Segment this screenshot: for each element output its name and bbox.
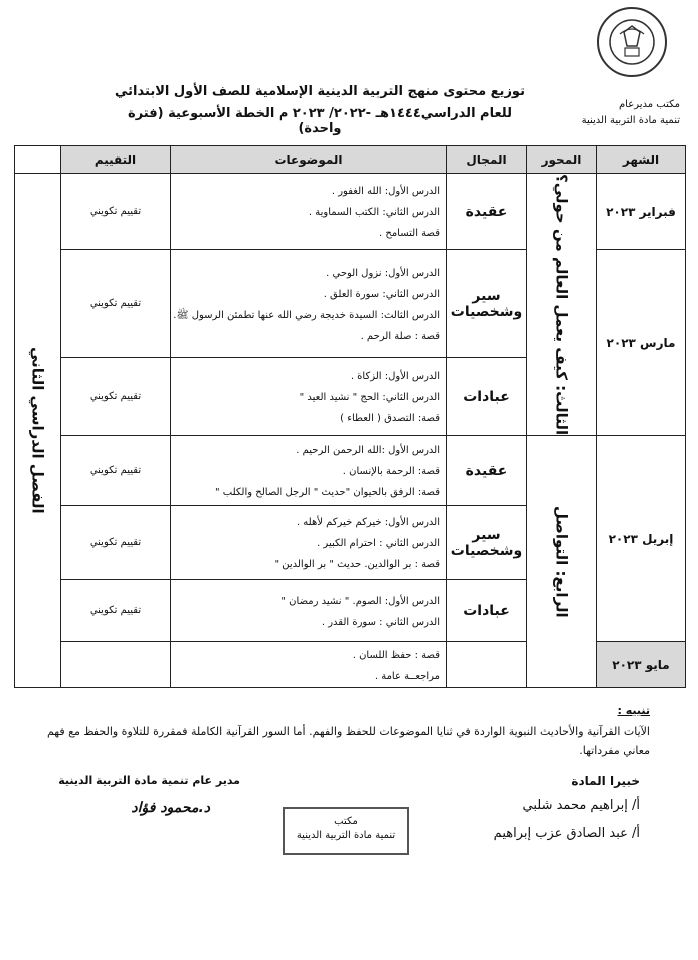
field-cell: سير وشخصيات xyxy=(447,250,527,358)
director-title: مدير عام تنمية مادة التربية الدينية xyxy=(58,774,240,787)
topic-item: الدرس الثاني : احترام الكبير . xyxy=(317,538,440,550)
field-cell: عبادات xyxy=(447,358,527,436)
topic-item: قصة : بر الوالدين. حديث " بر الوالدين " xyxy=(274,559,440,571)
topic-item: قصة: التصدق ( العطاء ) xyxy=(340,413,440,425)
evaluation-cell: تقييم تكويني xyxy=(61,436,171,506)
header-field: المجال xyxy=(447,146,527,174)
topic-item: الدرس الأول: الزكاة . xyxy=(350,371,440,383)
topic-item: الدرس الأول: نزول الوحي . xyxy=(326,267,440,279)
topics-cell xyxy=(171,580,447,642)
header-topics: الموضوعات xyxy=(171,146,447,174)
evaluation-cell xyxy=(61,642,171,688)
header-axis: المحور xyxy=(527,146,597,174)
month-cell: فبراير ٢٠٢٣ xyxy=(597,174,686,250)
expert-1: أ/ إبراهيم محمد شلبي xyxy=(522,798,640,813)
plan-title: توزيع محتوى منهج التربية الدينية الإسلامية للصف الأول الابتدائي xyxy=(115,84,525,99)
evaluation-cell: تقييم تكويني xyxy=(61,174,171,250)
topics-cell xyxy=(171,436,447,506)
topic-item: الدرس الثاني : سورة القدر . xyxy=(321,616,440,628)
table-row xyxy=(15,174,686,250)
topic-item: الدرس الأول: الصوم. " نشيد رمضان " xyxy=(281,595,440,607)
field-cell xyxy=(447,642,527,688)
topics-cell xyxy=(171,642,447,688)
stamp-line-1: مكتب xyxy=(334,816,358,827)
axis-cell xyxy=(527,436,597,688)
field-cell: عقيدة xyxy=(447,436,527,506)
plan-subtitle: للعام الدراسي١٤٤٤هـ -٢٠٢٢/ ٢٠٢٣ م الخطة الأسبوعية (فترة واحدة) xyxy=(128,106,512,136)
header-evaluation: التقييم xyxy=(61,146,171,174)
evaluation-cell: تقييم تكويني xyxy=(61,250,171,358)
evaluation-cell: تقييم تكويني xyxy=(61,506,171,580)
topic-item: الدرس الأول: خيركم خيركم لأهله . xyxy=(296,517,440,529)
axis-cell xyxy=(527,174,597,436)
stamp-line-2: تنمية مادة التربية الدينية xyxy=(296,830,396,841)
topic-item: قصة : صلة الرحم . xyxy=(360,330,440,342)
field-cell: عبادات xyxy=(447,580,527,642)
evaluation-cell: تقييم تكويني xyxy=(61,358,171,436)
topic-item: مراجعــة عامة . xyxy=(374,670,440,682)
topic-item: الدرس الثاني: سورة العلق . xyxy=(323,288,440,300)
note-text: الآيات القرآنية والأحاديث النبوية الواردة في ثنايا الموضوعات للحفظ والفهم. أما السور القرآنية الكاملة فمقررة للتلاوة والحفظ مع فهم معاني مفرداتها. xyxy=(46,725,650,757)
month-cell: مارس ٢٠٢٣ xyxy=(597,250,686,436)
topic-item: قصة التسامح . xyxy=(379,228,440,239)
semester-label: الفصل الدراسي الثاني xyxy=(28,347,47,514)
topic-item: قصة : حفظ اللسان . xyxy=(352,649,440,661)
topic-item: الدرس الأول :الله الرحمن الرحيم . xyxy=(296,445,440,457)
topic-item: قصة: الرحمة بالإنسان . xyxy=(342,466,440,478)
topic-item: قصة: الرفق بالحيوان "حديث " الرجل الصالح والكلب " xyxy=(215,487,440,499)
field-cell: سير وشخصيات xyxy=(447,506,527,580)
ministry-dept: تنمية مادة التربية الدينية xyxy=(581,115,680,126)
director-signature: د.محمود فؤاد xyxy=(131,800,210,816)
topics-cell xyxy=(171,358,447,436)
month-cell: مايو ٢٠٢٣ xyxy=(597,642,686,688)
table-header-row xyxy=(15,146,686,174)
office-stamp xyxy=(283,807,409,855)
topic-item: الدرس الأول: الله الغفور . xyxy=(331,186,440,197)
field-cell: عقيدة xyxy=(447,174,527,250)
experts-heading: خبيرا المادة xyxy=(571,774,640,788)
topics-cell xyxy=(171,174,447,250)
header-month: الشهر xyxy=(597,146,686,174)
expert-2: أ/ عبد الصادق عزب إبراهيم xyxy=(493,826,640,841)
topic-item: الدرس الثاني: الكتب السماوية . xyxy=(308,207,440,218)
topic-item: الدرس الثالث: السيدة خديجة رضي الله عنها تطمئن الرسول ﷺ. xyxy=(173,309,440,321)
topic-item: الدرس الثاني: الحج " نشيد العيد " xyxy=(299,392,440,404)
month-cell: إبريل ٢٠٢٣ xyxy=(597,436,686,642)
axis-label: الثالث: كيف يعمل العالم من حولي؟ xyxy=(552,174,571,436)
axis-label: الرابع: التواصل xyxy=(552,505,571,618)
ministry-seal xyxy=(556,4,676,80)
table-row xyxy=(15,436,686,506)
semester-cell xyxy=(15,174,61,688)
curriculum-table xyxy=(14,145,686,688)
topics-cell xyxy=(171,506,447,580)
note-heading: تنبيه : xyxy=(617,704,650,717)
evaluation-cell: تقييم تكويني xyxy=(61,580,171,642)
ministry-office: مكتب مديرعام xyxy=(618,99,680,110)
topics-cell xyxy=(171,250,447,358)
